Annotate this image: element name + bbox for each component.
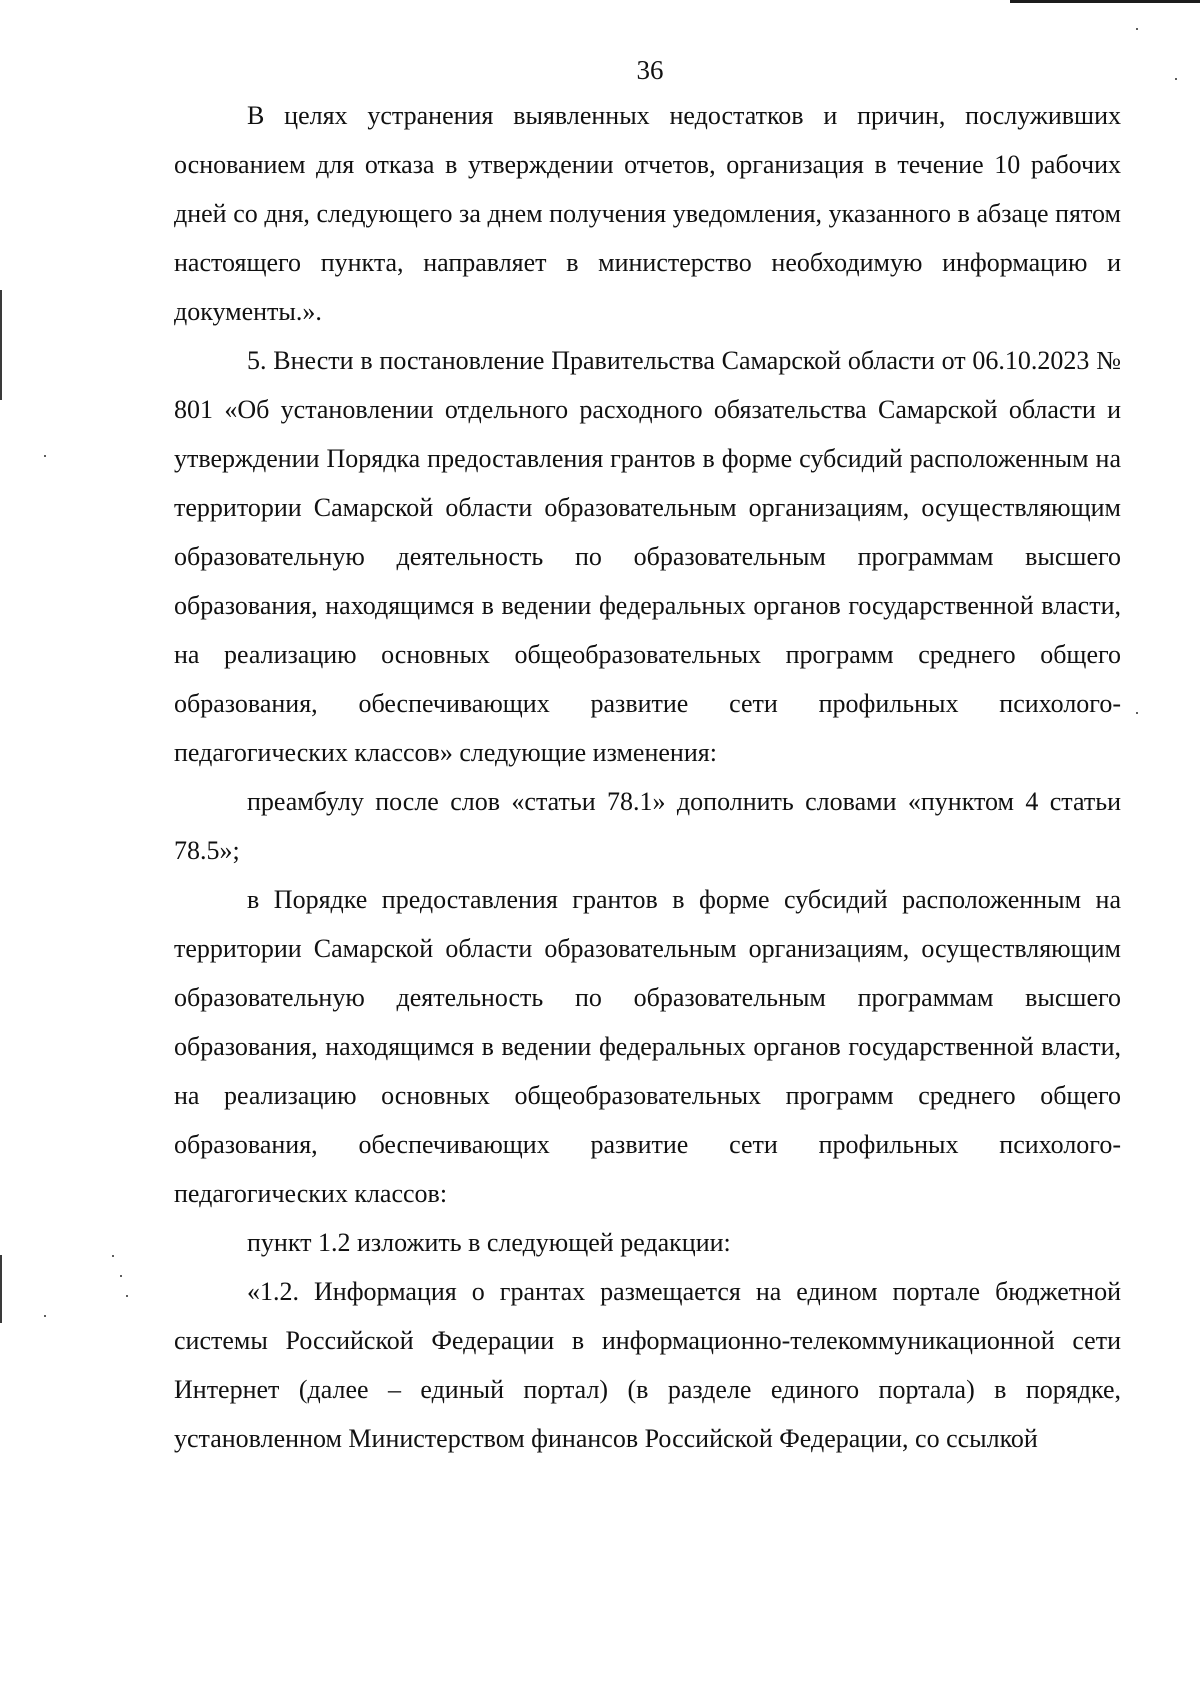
scan-speck: [120, 1275, 122, 1277]
paragraph: пункт 1.2 изложить в следующей редакции:: [247, 1228, 731, 1257]
scan-corner-mark: [1010, 0, 1200, 3]
paragraph: в Порядке предоставления грантов в форме субсидий расположенным на территории Самарской области образовательным организациям, осуществляющим образовательную деятельность по образовательным программам высшего образования, находящимся в ведении федеральных органов государственной власти, на реализацию основных общеобразовательных программ среднего общего образования, обеспечивающих развитие сети профильных психолого-педагогических классов:: [174, 885, 1121, 1208]
scan-speck: [44, 455, 46, 457]
scan-speck: [112, 1255, 114, 1257]
scan-left-edge-mark: [0, 290, 2, 400]
scan-left-edge-mark: [0, 1255, 2, 1323]
paragraph: 5. Внести в постановление Правительства Самарской области от 06.10.2023 № 801 «Об установлении отдельного расходного обязательства Самарской области и утверждении Порядка предоставления грантов в форме субсидий расположенным на территории Самарской области образовательным организациям, осуществляющим образовательную деятельность по образовательным программам высшего образования, находящимся в ведении федеральных органов государственной власти, на реализацию основных общеобразовательных программ среднего общего образования, обеспечивающих развитие сети профильных психолого-педагогических классов» следующие изменения:: [174, 346, 1121, 767]
document-body: [174, 91, 1121, 1463]
paragraph: преамбулу после слов «статьи 78.1» дополнить словами «пунктом 4 статьи 78.5»;: [174, 787, 1121, 865]
scan-speck: [1136, 712, 1138, 714]
paragraph: В целях устранения выявленных недостатков и причин, послуживших основанием для отказа в утверждении отчетов, организация в течение 10 рабочих дней со дня, следующего за днем получения уведомления, указанного в абзаце пятом настоящего пункта, направляет в министерство необходимую информацию и документы.».: [174, 101, 1121, 326]
page-number: 36: [636, 55, 664, 85]
scan-speck: [44, 1315, 46, 1317]
scan-speck: [1136, 28, 1138, 30]
paragraph: «1.2. Информация о грантах размещается на едином портале бюджетной системы Российской Федерации в информационно-телекоммуникационной сети Интернет (далее – единый портал) (в разделе единого портала) в порядке, установленном Министерством финансов Российской Федерации, со ссылкой: [174, 1277, 1121, 1453]
scan-speck: [126, 1295, 128, 1297]
